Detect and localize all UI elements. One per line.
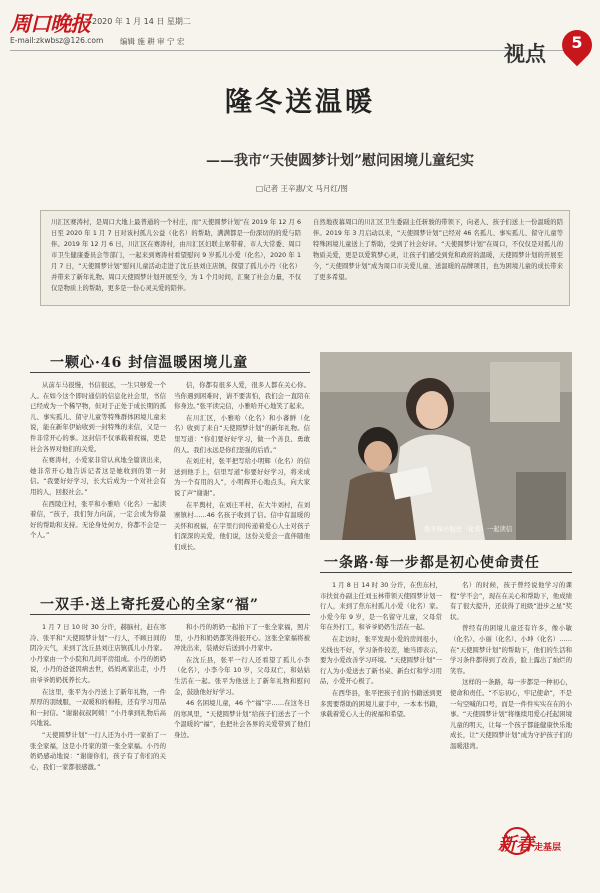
article-subheadline: ——我市“天使圆梦计划”慰问困境儿童纪实 (205, 153, 475, 169)
article-byline: □记者 王辛惠/文 马月红/图 (256, 184, 348, 193)
lead-paragraph-left: 川汇区赛涛村，是周口大地上最普通的一个村庄，而“天使圆梦计划”在 2019 年 12 月 6 日至 2020 年 1 月 7 日对该村孤儿公益（化名）的帮助，满满都是一份深切的的爱与陪伴。2019 年 12 月 6 日，川汇区在赛涛村，由川汇区妇联主席带着、市人大常委、周口市卫生健康委员会等部门，一起来到赛涛村看望慰问 9 岁孤儿小爱（化名），2020 年 1 月 7 日，“天使圆梦计划”慰问儿童活动走进了沈丘县刘庄店镇，探望了孤儿小丹（化名）并带来了新年礼物。周口天使圆梦计划开展至今，为 1 个月时间，汇聚了社会力量，不仅仅是物质上的帮助，更多是一份心灵关爱的陪伴。 (51, 219, 301, 292)
new-year-grassroots-stamp (498, 826, 570, 870)
paragraph: 在川汇区，小雅哈（化名）和小蕃鲜（化名）收到了来自“天使圆梦计划”的新年礼物。信里写道：“你们要好好学习，做一个善良、勇敢的人。我们永远是你们坚强的后盾。” (174, 413, 310, 454)
paragraph: 曾经有的困境儿童还有许多，像小敏（化名）、小丽（化名）、小坤（化名）……在“天使圆梦计划”的帮助下，他们的生活和学习条件都得到了改善，脸上露出了灿烂的笑容。 (450, 624, 572, 675)
section-column (450, 580, 572, 753)
paragraph: 和小丹的奶奶一起拍下了一张全家福，照片里，小丹和奶奶都笑得很开心。这张全家福将被冲洗出来，装裱好后送到小丹家中。 (174, 623, 310, 653)
paragraph: 在走访时，张平发现小爱的房间很小，光线也不好，学习条件较差，她当即表示，要为小爱改善学习环境。“天使圆梦计划”一行人为小爱送去了新书桌、新台灯和学习用品，小爱开心极了。 (320, 634, 442, 686)
paragraph: 在西陵庄村，张平和小雅哈（化名）一起读着信，“孩子，我们努力向前，一定会成为你最好的帮助和支持。无论身处何方，你都不会是一个人。” (30, 499, 166, 540)
section-column (174, 622, 310, 742)
section-column (30, 380, 166, 542)
news-photo (320, 352, 572, 540)
section-column (30, 622, 166, 773)
editor-credits: 编辑 施 耕 审 宁 宏 (120, 37, 185, 46)
paragraph: 在平舆村，在刘庄平村，在大牛刘村，在刘寨镇村……46 名孩子收到了信。信中有温暖的关怀和祝福，在字里行间传递着爱心人士对孩子们深深的关爱，他们说，这份关爱会一直伴随他们成长。 (174, 500, 310, 551)
publication-date: 2020 年 1 月 14 日 星期二 (92, 17, 191, 26)
section-heading: 一条路·每一步都是初心使命责任 (324, 555, 540, 571)
contact-email: E-mail:zkwbsz@126.com (10, 36, 104, 45)
paragraph: 1 月 8 日 14 时 30 分许，在焦东村，市扶贫办副主任刘玉林带领天使圆梦计划一行人，来到了焦东村孤儿小爱（化名）家。小爱今年 9 岁，是一名留守儿童，父母常年在外打工，和爷爷奶奶生活在一起。 (320, 581, 442, 632)
paragraph: 在这里，张平为小丹送上了新年礼物，一件厚厚的羽绒服，一双暖和的棉鞋，还有学习用品和一封信。“谢谢叔叔阿姨！”小丹拿到礼物后高兴地说。 (30, 687, 166, 728)
paragraph: 信，你都有很多人爱，很多人都在关心你。当你遇到困难时，请不要害怕，我们会一直陪在你身边。”张平读完信，小雅哈开心地笑了起来。 (174, 381, 310, 411)
newspaper-logo: 周口晚报 (10, 11, 90, 36)
stamp-subtitle: 走基层 (534, 843, 562, 853)
section-column (320, 580, 442, 721)
section-divider (30, 372, 310, 373)
lead-box (40, 210, 570, 306)
section-name: 视点 (504, 42, 546, 66)
paragraph: 在西华县，张平把孩子们的书籍送到更多需要帮助的困境儿童手中，一本本书籍，承载着爱心人士的祝福和希望。 (320, 688, 442, 719)
section-divider (320, 572, 572, 573)
paragraph: 从前车马很慢，书信很远，一生只够爱一个人。在如今这个即时通信的信息化社会里，书信已经成为一个稀罕物，但对于正处于成长期的孤儿、事实孤儿、留守儿童等特殊群体困境儿童来说，能在新年伊始收到一封特殊的来信，又是一件非常开心的事。这封信不仅承载着祝福，更是社会各界对他们的关爱。 (30, 381, 166, 453)
stamp-title: 新春 (498, 834, 534, 855)
page-number: 5 (571, 33, 583, 52)
section-heading: 一双手·送上寄托爱心的全家“福” (40, 597, 259, 613)
masthead-divider (10, 50, 590, 51)
paragraph: 在赛涛村，小爱家非常认真地全篇读出来，她非常开心地告诉记者这是她收到的第一封信。“我要好好学习，长大后成为一个对社会有用的人，回报社会。” (30, 456, 166, 496)
paragraph: 名）的时候，孩子曾经说他学习的课程“学不会”，现在在关心和帮助下，他成绩有了很大提升，还获得了班级“进步之星”奖状。 (450, 581, 572, 621)
paragraph: 46 名困境儿童，46 个“福”字……在这冬日的寒风里，“天使圆梦计划”给孩子们送去了一个个温暖的“福”，也把社会各界的关爱带到了他们身边。 (174, 699, 310, 739)
paragraph: 在沈丘县，张平一行人还看望了孤儿小李（化名），小李今年 10 岁，父母双亡，和姑姑生活在一起。张平为他送上了新年礼物和慰问金，鼓励他好好学习。 (174, 655, 310, 696)
paragraph: 在刘庄村，张平把写给小明辉（化名）的信送到他手上，信里写道“你要好好学习，将来成为一个有用的人”，小明辉开心地点头，向大家说了声“谢谢”。 (174, 457, 310, 497)
paragraph: “天使圆梦计划”一行人还为小丹一家拍了一张全家福，这是小丹家的第一张全家福。小丹的奶奶感动地说：“谢谢你们，孩子有了你们的关心，我们一家都很感激。” (30, 730, 166, 771)
section-column (174, 380, 310, 554)
section-divider (30, 614, 310, 615)
paragraph: 1 月 7 日 10 时 30 分许，赫脑村，赶在寒冷、张平和“天使圆梦计划”一行人，不顾日间的阴冷天气，来到了沈丘县刘庄店镇孤儿小丹家。小丹家由一个小院和几间平房组成。小丹的奶奶说，小丹的爸爸因病去世，妈妈离家出走，小丹由爷爷奶奶抚养长大。 (30, 623, 166, 684)
photo-caption: 张平和小旭亮（化名）一起读信 (424, 526, 513, 533)
photo-illustration (320, 352, 572, 540)
paragraph: 这样的一条路，每一步都是一种初心，使命和责任。“不忘初心，牢记使命”，不是一句空喊的口号，而是一件件实实在在的小事。“天使圆梦计划”将继续用爱心托起困境儿童的明天，让每一个孩子都能健康快乐地成长，让“天使圆梦计划”成为守护孩子们的温暖港湾。 (450, 678, 572, 750)
masthead (10, 8, 590, 70)
article-headline: 隆冬送温暖 (225, 87, 375, 118)
section-heading: 一颗心·46 封信温暖困境儿童 (50, 355, 249, 371)
lead-paragraph-right: 自然地夜幕周口的川汇区卫生委副主任斩骏的带领下，向老人、孩子们送上一份温暖的陪伴。2019 年 3 月启动以来，“天使圆梦计划”已经对 46 名孤儿、事实孤儿、留守儿童等特殊困境儿童送上了帮助，受到了社会好评。“天使圆梦计划”在周口，不仅仅是对孤儿的物质关爱，更是以爱筑梦心灵，让孩子们感受到党和政府的温暖，天使圆梦计划的开展至今，“天使圆梦计划”成为周口市关爱儿童、送温暖的品牌项目，也为困境儿童的成长带来了更多希望。 (313, 219, 563, 281)
